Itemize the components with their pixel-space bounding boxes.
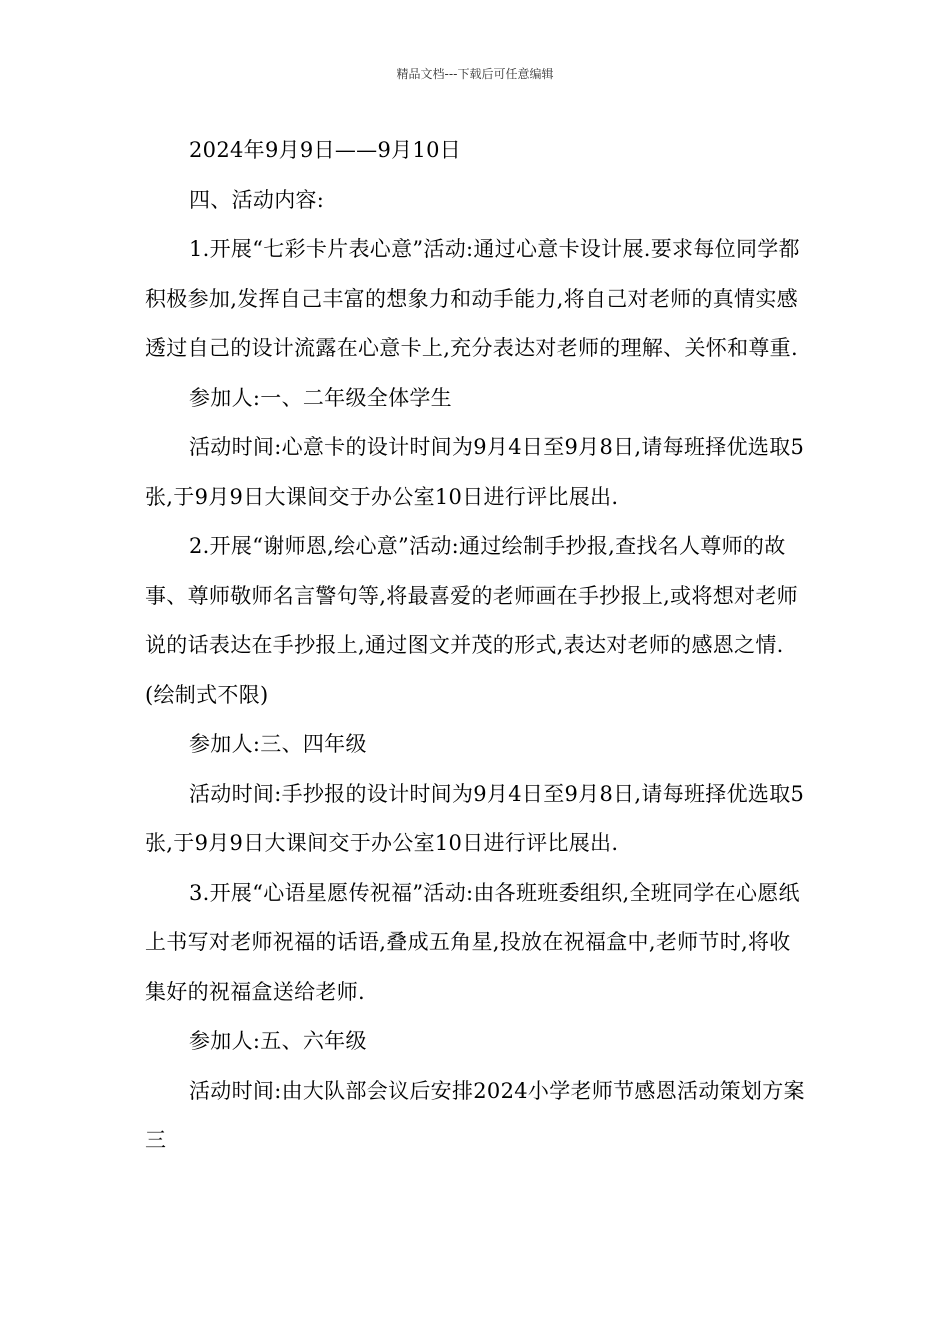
paragraph-time-3: 活动时间:由大队部会议后安排2024小学老师节感恩活动策划方案三	[145, 1078, 805, 1152]
paragraph-time-1: 活动时间:心意卡的设计时间为9月4日至9月8日,请每班择优选取5张,于9月9日大课间交于办公室10日进行评比展出.	[145, 435, 805, 509]
paragraph-date-range: 2024年9月9日——9月10日	[189, 138, 462, 162]
paragraph-activity-1: 1.开展“七彩卡片表心意”活动:通过心意卡设计展.要求每位同学都积极参加,发挥自己丰富的想象力和动手能力,将自己对老师的真情实感透过自己的设计流露在心意卡上,充分表达对老师的理解、关怀和尊重.	[145, 237, 800, 360]
paragraph-activity-3: 3.开展“心语星愿传祝福”活动:由各班班委组织,全班同学在心愿纸上书写对老师祝福的话语,叠成五角星,投放在祝福盒中,老师节时,将收集好的祝福盒送给老师.	[145, 880, 800, 1004]
paragraph-activity-2: 2.开展“谢师恩,绘心意”活动:通过绘制手抄报,查找名人尊师的故事、尊师敬师名言警句等,将最喜爱的老师画在手抄报上,或将想对老师说的话表达在手抄报上,通过图文并茂的形式,表达对老师的感恩之情.(绘制式不限)	[145, 534, 798, 707]
paragraph-time-2: 活动时间:手抄报的设计时间为9月4日至9月8日,请每班择优选取5张,于9月9日大课间交于办公室10日进行评比展出.	[145, 781, 805, 855]
document-body	[145, 126, 810, 1166]
paragraph-participants-2: 参加人:三、四年级	[189, 732, 367, 756]
page-header: 精品文档---下载后可任意编辑	[396, 67, 554, 81]
paragraph-participants-3: 参加人:五、六年级	[189, 1029, 367, 1053]
paragraph-participants-1: 参加人:一、二年级全体学生	[189, 385, 452, 410]
paragraph-section-heading: 四、活动内容:	[189, 187, 325, 212]
